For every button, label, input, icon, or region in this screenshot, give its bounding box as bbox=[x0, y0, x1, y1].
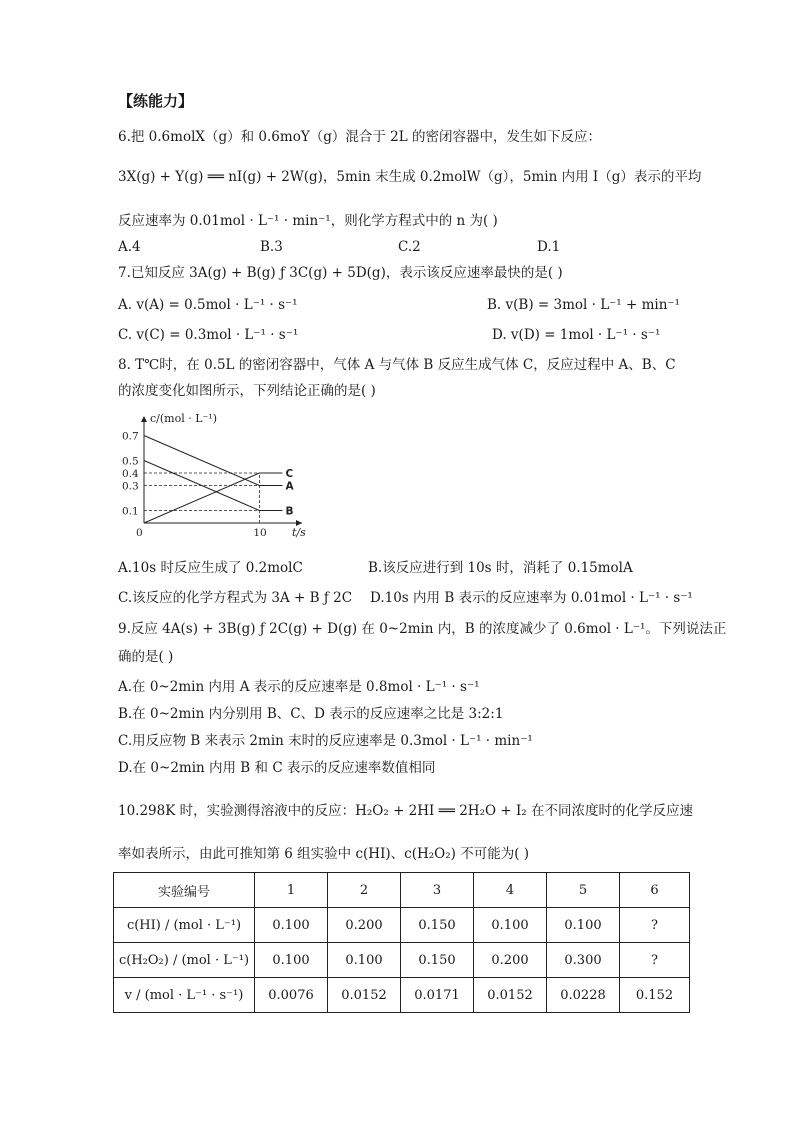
table-header-cell: 5 bbox=[547, 873, 620, 908]
q6-stem-line1: 6.把 0.6molX（g）和 0.6moY（g）混合于 2L 的密闭容器中，发生如下反应： bbox=[118, 129, 602, 145]
table-cell: 0.0152 bbox=[474, 978, 547, 1013]
series-label-b: B bbox=[285, 505, 294, 518]
table-cell: 0.152 bbox=[620, 978, 690, 1013]
q6-option-c[interactable]: C.2 bbox=[398, 239, 421, 255]
chart-marks bbox=[144, 436, 294, 524]
q8-stem-line1: 8. T℃时，在 0.5L 的密闭容器中，气体 A 与气体 B 反应生成气体 C，反应过程中 A、B、C bbox=[118, 357, 676, 373]
q9-option-c[interactable]: C.用反应物 B 来表示 2min 末时的反应速率是 0.3mol · L⁻¹ · min⁻¹ bbox=[118, 733, 533, 749]
table-cell: 0.150 bbox=[401, 908, 474, 943]
table-header-cell: 3 bbox=[401, 873, 474, 908]
table-row bbox=[114, 943, 690, 978]
table-cell: 0.0228 bbox=[547, 978, 620, 1013]
q8-stem-line2: 的浓度变化如图所示，下列结论正确的是( ) bbox=[118, 383, 376, 399]
y-tick-label: 0.5 bbox=[122, 455, 139, 468]
q8-option-b[interactable]: B.该反应进行到 10s 时，消耗了 0.15molA bbox=[368, 560, 633, 576]
y-tick-label: 0.3 bbox=[122, 480, 139, 493]
row-label: c(HI) / (mol · L⁻¹) bbox=[114, 908, 255, 943]
row-label: v / (mol · L⁻¹ · s⁻¹) bbox=[114, 978, 255, 1013]
x-tick-label: 10 bbox=[253, 527, 267, 539]
q9-option-a[interactable]: A.在 0~2min 内用 A 表示的反应速率是 0.8mol · L⁻¹ · s⁻¹ bbox=[118, 679, 480, 695]
table-cell: 0.100 bbox=[255, 908, 328, 943]
series-line-c bbox=[144, 473, 282, 523]
table-cell: ? bbox=[620, 943, 690, 978]
table-cell: 0.300 bbox=[547, 943, 620, 978]
series-label-a: A bbox=[285, 480, 294, 493]
table-header-cell: 1 bbox=[255, 873, 328, 908]
table-header-cell: 6 bbox=[620, 873, 690, 908]
y-axis-arrow bbox=[141, 416, 147, 422]
table-row bbox=[114, 908, 690, 943]
q9-option-b[interactable]: B.在 0~2min 内分别用 B、C、D 表示的反应速率之比是 3:2:1 bbox=[118, 706, 504, 722]
y-tick-label: 0.4 bbox=[122, 468, 139, 480]
q9-stem-line2: 确的是( ) bbox=[118, 649, 174, 665]
q7-option-b[interactable]: B. v(B) = 3mol · L⁻¹ + min⁻¹ bbox=[487, 297, 680, 313]
table-cell: 0.100 bbox=[328, 943, 401, 978]
y-axis-label: c/(mol · L⁻¹) bbox=[150, 412, 218, 425]
q9-stem-line1: 9.反应 4A(s) + 3B(g) ƒ 2C(g) + D(g) 在 0~2min 内，B 的浓度减少了 0.6mol · L⁻¹。下列说法正 bbox=[118, 621, 727, 637]
table-cell: 0.200 bbox=[474, 943, 547, 978]
x-tick-label: 0 bbox=[136, 527, 143, 539]
series-label-c: C bbox=[285, 468, 294, 480]
table-cell: 0.100 bbox=[547, 908, 620, 943]
q6-stem-line2: 3X(g) + Y(g) ══ nI(g) + 2W(g)，5min 末生成 0.2molW（g），5min 内用 I（g）表示的平均 bbox=[118, 169, 702, 185]
table-cell: 0.200 bbox=[328, 908, 401, 943]
section-heading: 【练能力】 bbox=[118, 92, 194, 110]
concentration-chart bbox=[120, 408, 306, 543]
q8-option-d[interactable]: D.10s 内用 B 表示的反应速率为 0.01mol · L⁻¹ · s⁻¹ bbox=[370, 590, 693, 606]
q6-stem-line3: 反应速率为 0.01mol · L⁻¹ · min⁻¹，则化学方程式中的 n 为( ) bbox=[118, 213, 498, 229]
q6-option-a[interactable]: A.4 bbox=[118, 239, 141, 255]
y-tick-label: 0.7 bbox=[122, 430, 139, 443]
table-cell: 0.0171 bbox=[401, 978, 474, 1013]
q7-stem: 7.已知反应 3A(g) + B(g) ƒ 3C(g) + 5D(g)，表示该反应速率最快的是( ) bbox=[118, 265, 563, 281]
table-cell: 0.0076 bbox=[255, 978, 328, 1013]
q10-stem-line2: 率如表所示，由此可推知第 6 组实验中 c(HI)、c(H₂O₂) 不可能为( ) bbox=[118, 846, 530, 862]
table-cell: 0.100 bbox=[474, 908, 547, 943]
x-axis-label: t/s bbox=[292, 526, 306, 539]
rate-table bbox=[113, 872, 690, 1013]
table-header-row bbox=[114, 873, 690, 908]
table-row bbox=[114, 978, 690, 1013]
table-cell: 0.150 bbox=[401, 943, 474, 978]
row-label: c(H₂O₂) / (mol · L⁻¹) bbox=[114, 943, 255, 978]
table-header-cell: 2 bbox=[328, 873, 401, 908]
series-line-a bbox=[144, 436, 282, 486]
q8-option-a[interactable]: A.10s 时反应生成了 0.2molC bbox=[118, 560, 303, 576]
q7-option-a[interactable]: A. v(A) = 0.5mol · L⁻¹ · s⁻¹ bbox=[118, 297, 298, 313]
q6-option-d[interactable]: D.1 bbox=[537, 239, 561, 255]
table-cell: ? bbox=[620, 908, 690, 943]
y-tick-label: 0.1 bbox=[122, 505, 139, 518]
q10-stem-line1: 10.298K 时，实验测得溶液中的反应：H₂O₂ + 2HI ══ 2H₂O + I₂ 在不同浓度时的化学反应速 bbox=[118, 803, 693, 819]
q7-option-d[interactable]: D. v(D) = 1mol · L⁻¹ · s⁻¹ bbox=[492, 327, 661, 343]
q6-option-b[interactable]: B.3 bbox=[260, 239, 283, 255]
table-header-cell: 4 bbox=[474, 873, 547, 908]
q7-option-c[interactable]: C. v(C) = 0.3mol · L⁻¹ · s⁻¹ bbox=[118, 327, 299, 343]
q8-option-c[interactable]: C.该反应的化学方程式为 3A + B ƒ 2C bbox=[118, 590, 353, 606]
chart-axes bbox=[122, 412, 306, 539]
table-cell: 0.100 bbox=[255, 943, 328, 978]
q9-option-d[interactable]: D.在 0~2min 内用 B 和 C 表示的反应速率数值相同 bbox=[118, 760, 436, 776]
table-header-cell: 实验编号 bbox=[114, 873, 255, 908]
table-cell: 0.0152 bbox=[328, 978, 401, 1013]
